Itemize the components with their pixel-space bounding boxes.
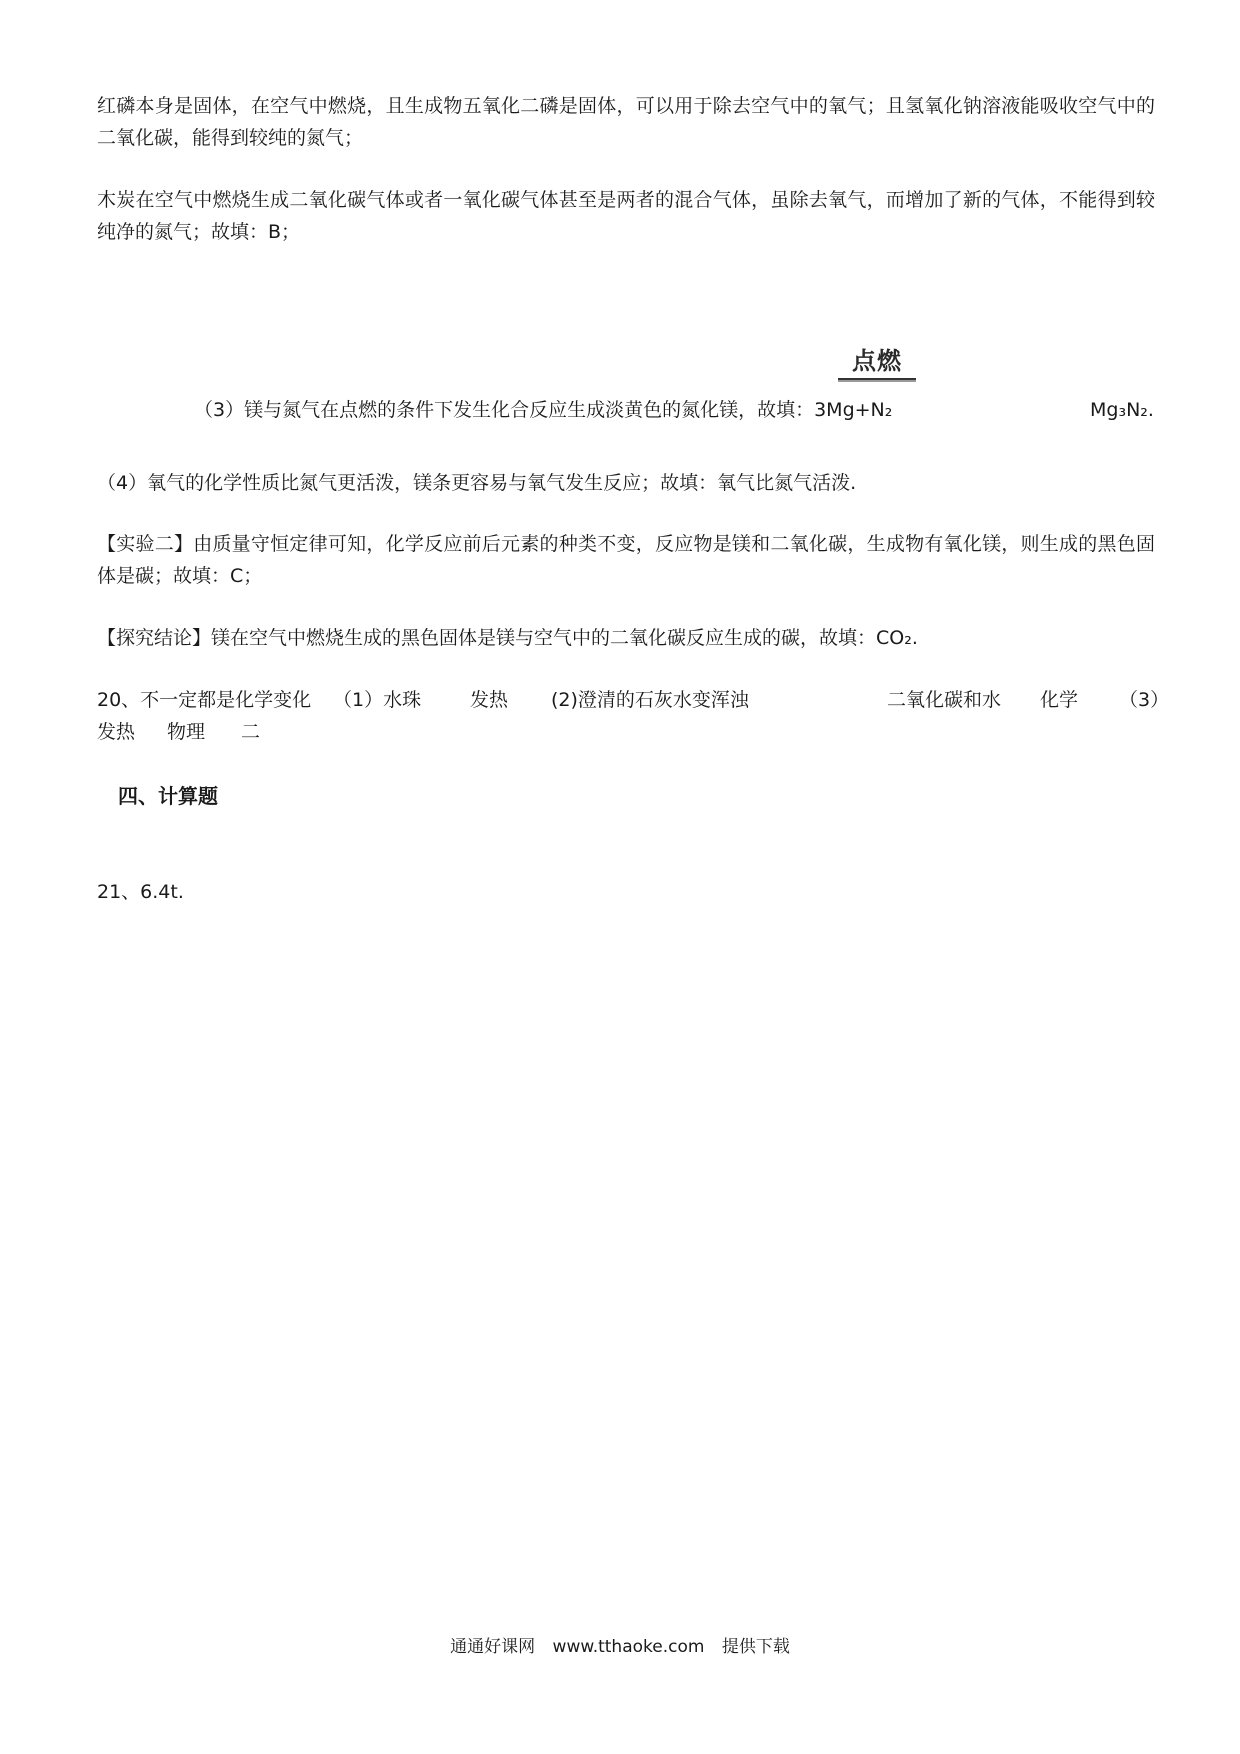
reaction-condition-label: 点燃: [852, 347, 902, 375]
item-20-row-2: [97, 716, 1155, 748]
item-20-answer: (2)澄清的石灰水变浑浊: [551, 689, 749, 711]
item-20-answer: 物理: [167, 721, 206, 743]
item-20-answer: 化学: [1040, 689, 1079, 711]
footer-suffix: 提供下载: [721, 1637, 790, 1657]
item-20-answer: 发热: [470, 689, 509, 711]
reaction-condition: [838, 347, 916, 380]
item-20-answer: （3）: [1119, 689, 1170, 711]
reaction-equals-line: [838, 378, 916, 380]
paragraph-experiment-two: 【实验二】由质量守恒定律可知，化学反应前后元素的种类不变，反应物是镁和二氧化碳，生成物有氧化镁，则生成的黑色固体是碳；故填：C；: [97, 533, 1155, 587]
paragraph-charcoal: 木炭在空气中燃烧生成二氧化碳气体或者一氧化碳气体甚至是两者的混合气体，虽除去氧气，而增加了新的气体，不能得到较纯净的氮气；故填：B；: [97, 189, 1155, 243]
equation-right-side: Mg₃N₂.: [1090, 399, 1154, 421]
item-21-answer: 21、6.4t.: [97, 881, 184, 903]
footer-site-name: 通通好课网: [450, 1637, 536, 1657]
paragraph-oxygen-activity: （4）氧气的化学性质比氮气更活泼，镁条更容易与氧气发生反应；故填：氧气比氮气活泼.: [97, 472, 857, 494]
page-footer: [0, 1634, 1240, 1660]
item-20-answer: （1）水珠: [333, 689, 422, 711]
item-20-answer: 发热: [97, 721, 136, 743]
section-title: 四、计算题: [118, 784, 218, 808]
equation-left-side: （3）镁与氮气在点燃的条件下发生化合反应生成淡黄色的氮化镁，故填：3Mg+N₂: [194, 399, 893, 421]
paragraph-conclusion: 【探究结论】镁在空气中燃烧生成的黑色固体是镁与空气中的二氧化碳反应生成的碳，故填：CO₂.: [97, 627, 918, 649]
item-20-row-1: [97, 684, 1170, 716]
footer-url[interactable]: www.tthaoke.com: [552, 1637, 705, 1657]
item-20-answer: 二: [241, 721, 261, 743]
paragraph-red-phosphorus: 红磷本身是固体，在空气中燃烧，且生成物五氧化二磷是固体，可以用于除去空气中的氧气；且氢氧化钠溶液能吸收空气中的二氧化碳，能得到较纯的氮气；: [97, 95, 1155, 149]
item-20-answer: 20、不一定都是化学变化: [97, 689, 312, 711]
item-20-answer: 二氧化碳和水: [887, 689, 1002, 711]
